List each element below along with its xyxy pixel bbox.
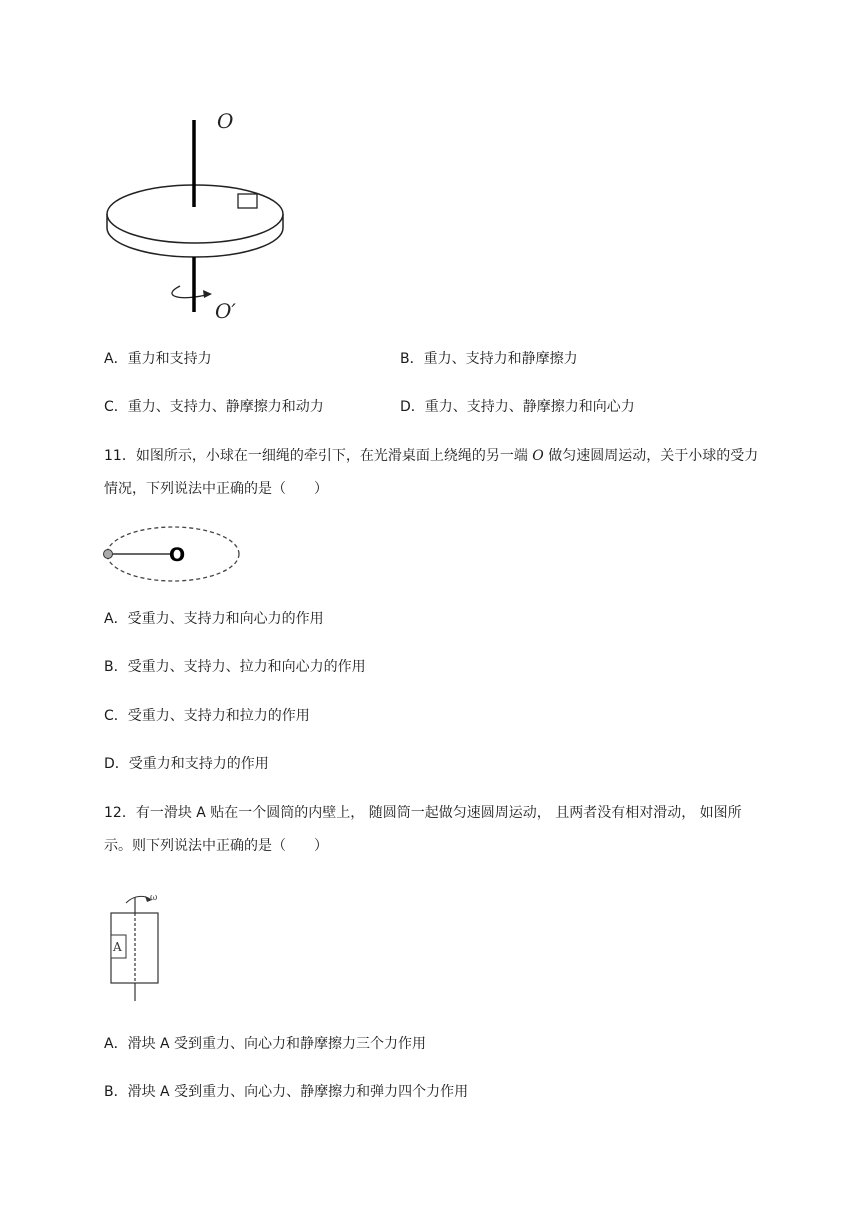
disk-block [238,194,257,208]
center-point-label: O [169,544,186,566]
q11-option-d: D．受重力和支持力的作用 [104,756,269,772]
q10-option-b: B．重力、支持力和静摩擦力 [400,351,578,367]
q11-option-a: A．受重力、支持力和向心力的作用 [104,611,324,627]
omega-label: ω [150,893,158,903]
slider-block-label: A [113,940,122,954]
q10-option-d: D．重力、支持力、静摩擦力和向心力 [400,399,635,415]
q12-option-a: A．滑块 A 受到重力、向心力和静摩擦力三个力作用 [104,1036,427,1052]
ball [104,550,113,559]
axis-top-label: O [217,109,234,133]
q10-option-c: C．重力、支持力、静摩擦力和动力 [104,399,324,415]
q11-stem: 11．如图所示，小球在一细绳的牵引下，在光滑桌面上绕绳的另一端 O 做匀速圆周运动，关于小球的受力情况，下列说法中正确的是（ ） [104,448,759,497]
circular-motion-figure [100,520,250,590]
cylinder-figure [100,885,180,1010]
rotating-disk-figure [100,100,300,330]
q12-option-b: B．滑块 A 受到重力、向心力、静摩擦力和弹力四个力作用 [104,1084,469,1100]
q11-stem-point-o: O [532,448,544,464]
q10-option-a: A．重力和支持力 [104,351,212,367]
axis-bottom-label: O′ [215,299,236,323]
q12-stem: 12．有一滑块 A 贴在一个圆筒的内壁上， 随圆筒一起做匀速圆周运动， 且两者没有相对滑动， 如图所示。则下列说法中正确的是（ ） [104,805,742,854]
q11-option-c: C．受重力、支持力和拉力的作用 [104,708,310,724]
q11-option-b: B．受重力、支持力、拉力和向心力的作用 [104,659,366,675]
rotation-arrowhead [203,290,212,298]
